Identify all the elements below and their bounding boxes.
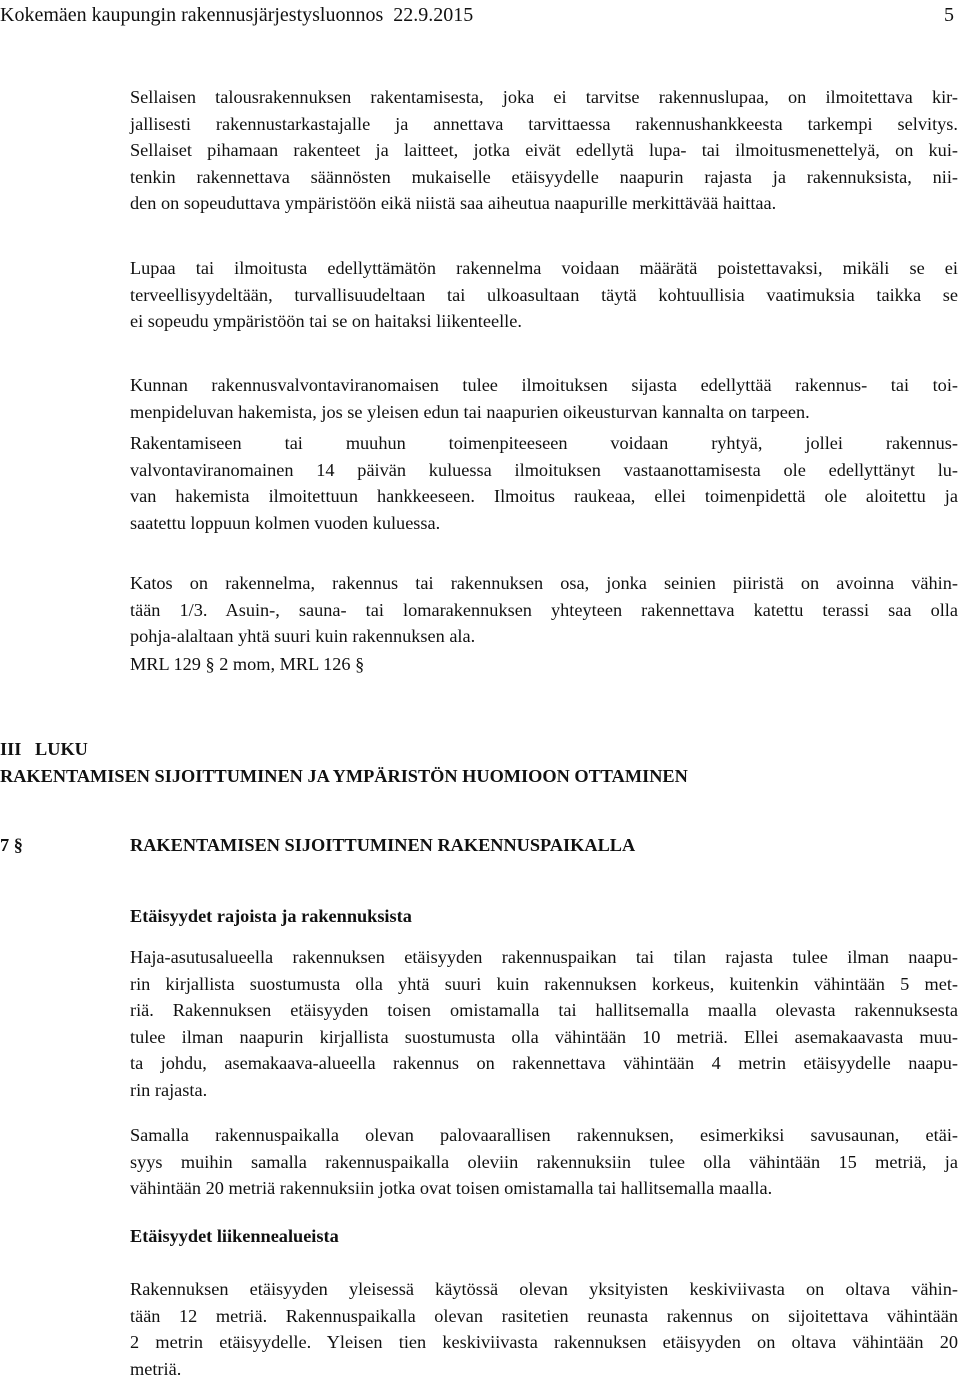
text-line: 2 metrin etäisyydelle. Yleisen tien keskiviivasta rakennuksen etäisyyden on oltava vähintään 20: [130, 1332, 958, 1353]
text-line: RAKENTAMISEN SIJOITTUMINEN JA YMPÄRISTÖN HUOMIOON OTTAMINEN: [0, 765, 688, 786]
text-line: vähintään 20 metriä rakennuksiin jotka ovat toisen omistamalla tai hallitsemalla maalla.: [130, 1178, 773, 1199]
paragraph: [130, 1122, 958, 1202]
text-line: metriä.: [130, 1358, 182, 1379]
text-line: riä. Rakennuksen etäisyyden toisen omistamalla tai hallitsemalla maalla olevasta rakennuksesta: [130, 1000, 958, 1021]
text-line: rin kirjallista suostumusta olla yhtä suuri kuin rakennuksen korkeus, kuitenkin vähintään 5 met-: [130, 973, 958, 994]
text-line: tään 1/3. Asuin-, sauna- tai lomarakennuksen yhteyteen rakennettava katettu terassi saa olla: [130, 599, 958, 620]
page-number: 5: [944, 4, 954, 26]
text-line: tenkin rakennettava säännösten mukaiselle etäisyydelle naapurin rajasta ja rakennuksista, nii-: [130, 166, 958, 187]
text-line: pohja-alaltaan yhtä suuri kuin rakennuksen ala.: [130, 626, 476, 647]
text-line: ta johdu, asemakaava-alueella rakennus on rakennettava vähintään 4 metrin etäisyydelle naapu-: [130, 1053, 958, 1074]
text-line: tään 12 metriä. Rakennuspaikalla olevan rasitetien reunasta rakennus on sijoitettava vähintään: [130, 1305, 958, 1326]
paragraph: [130, 430, 958, 536]
text-line: Etäisyydet rajoista ja rakennuksista: [130, 906, 412, 926]
section-number: 7 §: [0, 835, 23, 855]
text-line: Etäisyydet liikennealueista: [130, 1226, 339, 1246]
text-line: syys muihin samalla rakennuspaikalla oleviin rakennuksiin tulee olla vähintään 15 metriä, ja: [130, 1151, 958, 1172]
paragraph: [130, 944, 958, 1104]
text-line: Rakentamiseen tai muuhun toimenpiteeseen voidaan ryhtyä, jollei rakennus-: [130, 433, 958, 453]
text-line: Sellaisen talousrakennuksen rakentamisesta, joka ei tarvitse rakennuslupaa, on ilmoitettava kir-: [130, 87, 958, 107]
subheading: [130, 903, 958, 930]
text-line: saatettu loppuun kolmen vuoden kuluessa.: [130, 512, 441, 533]
paragraph: [130, 570, 958, 650]
text-line: Haja-asutusalueella rakennuksen etäisyyden rakennuspaikan tai tilan rajasta tulee ilman naapu-: [130, 947, 958, 967]
text-line: Lupaa tai ilmoitusta edellyttämätön rakennelma voidaan määrätä poistettavaksi, mikäli se ei: [130, 258, 958, 278]
text-line: valvontaviranomainen 14 päivän kuluessa ilmoituksen vastaanottamisesta ole edellyttänyt lu-: [130, 459, 958, 480]
text-line: Katos on rakennelma, rakennus tai rakennuksen osa, jonka seinien piiristä on avoinna vähin-: [130, 573, 958, 593]
text-line: III LUKU: [0, 739, 88, 759]
text-line: jallisesti rakennustarkastajalle ja annettava tarvittaessa rakennushankkeesta tarkempi selvitys.: [130, 113, 958, 134]
text-line: Rakennuksen etäisyyden yleisessä käytössä olevan yksityisten keskiviivasta on oltava vähin-: [130, 1279, 958, 1299]
text-line: terveellisyydeltään, turvallisuudeltaan tai ulkoasultaan täytä kohtuullisia vaatimuksia taikka se: [130, 284, 958, 305]
text-line: rin rajasta.: [130, 1079, 208, 1100]
paragraph: [130, 1276, 958, 1382]
page-header: [0, 2, 958, 28]
paragraph: [130, 84, 958, 217]
text-line: Sellaiset pihamaan rakenteet ja laitteet, jotka eivät edellytä lupa- tai ilmoitusmenettelyä, on kui-: [130, 140, 958, 161]
section-heading: [0, 832, 958, 859]
text-line: menpideluvan hakemista, jos se yleisen edun tai naapurien oikeusturvan kannalta on tarpeen.: [130, 401, 810, 422]
text-line: van hakemista ilmoitettuun hankkeeseen. Ilmoitus raukeaa, ellei toimenpidettä ole aloitettu ja: [130, 486, 958, 507]
legal-reference: [130, 651, 958, 678]
document-title: Kokemäen kaupungin rakennusjärjestysluonnos 22.9.2015: [0, 4, 474, 26]
text-line: RAKENTAMISEN SIJOITTUMINEN RAKENNUSPAIKALLA: [130, 835, 636, 855]
paragraph: [130, 372, 958, 425]
text-line: MRL 129 § 2 mom, MRL 126 §: [130, 654, 365, 674]
text-line: ei sopeudu ympäristöön tai se on haitaksi liikenteelle.: [130, 311, 522, 332]
subheading: [130, 1223, 958, 1250]
paragraph: [130, 255, 958, 335]
chapter-heading: [0, 736, 958, 789]
text-line: den on sopeuduttava ympäristöön eikä niistä saa aiheutua naapurille merkittävää haittaa.: [130, 193, 777, 214]
text-line: tulee ilman naapurin kirjallista suostumusta olla vähintään 10 metriä. Ellei asemakaavasta muu-: [130, 1026, 958, 1047]
text-line: Kunnan rakennusvalvontaviranomaisen tulee ilmoituksen sijasta edellyttää rakennus- tai toi-: [130, 375, 958, 395]
text-line: Samalla rakennuspaikalla olevan palovaarallisen rakennuksen, esimerkiksi savusaunan, etäi-: [130, 1125, 958, 1145]
